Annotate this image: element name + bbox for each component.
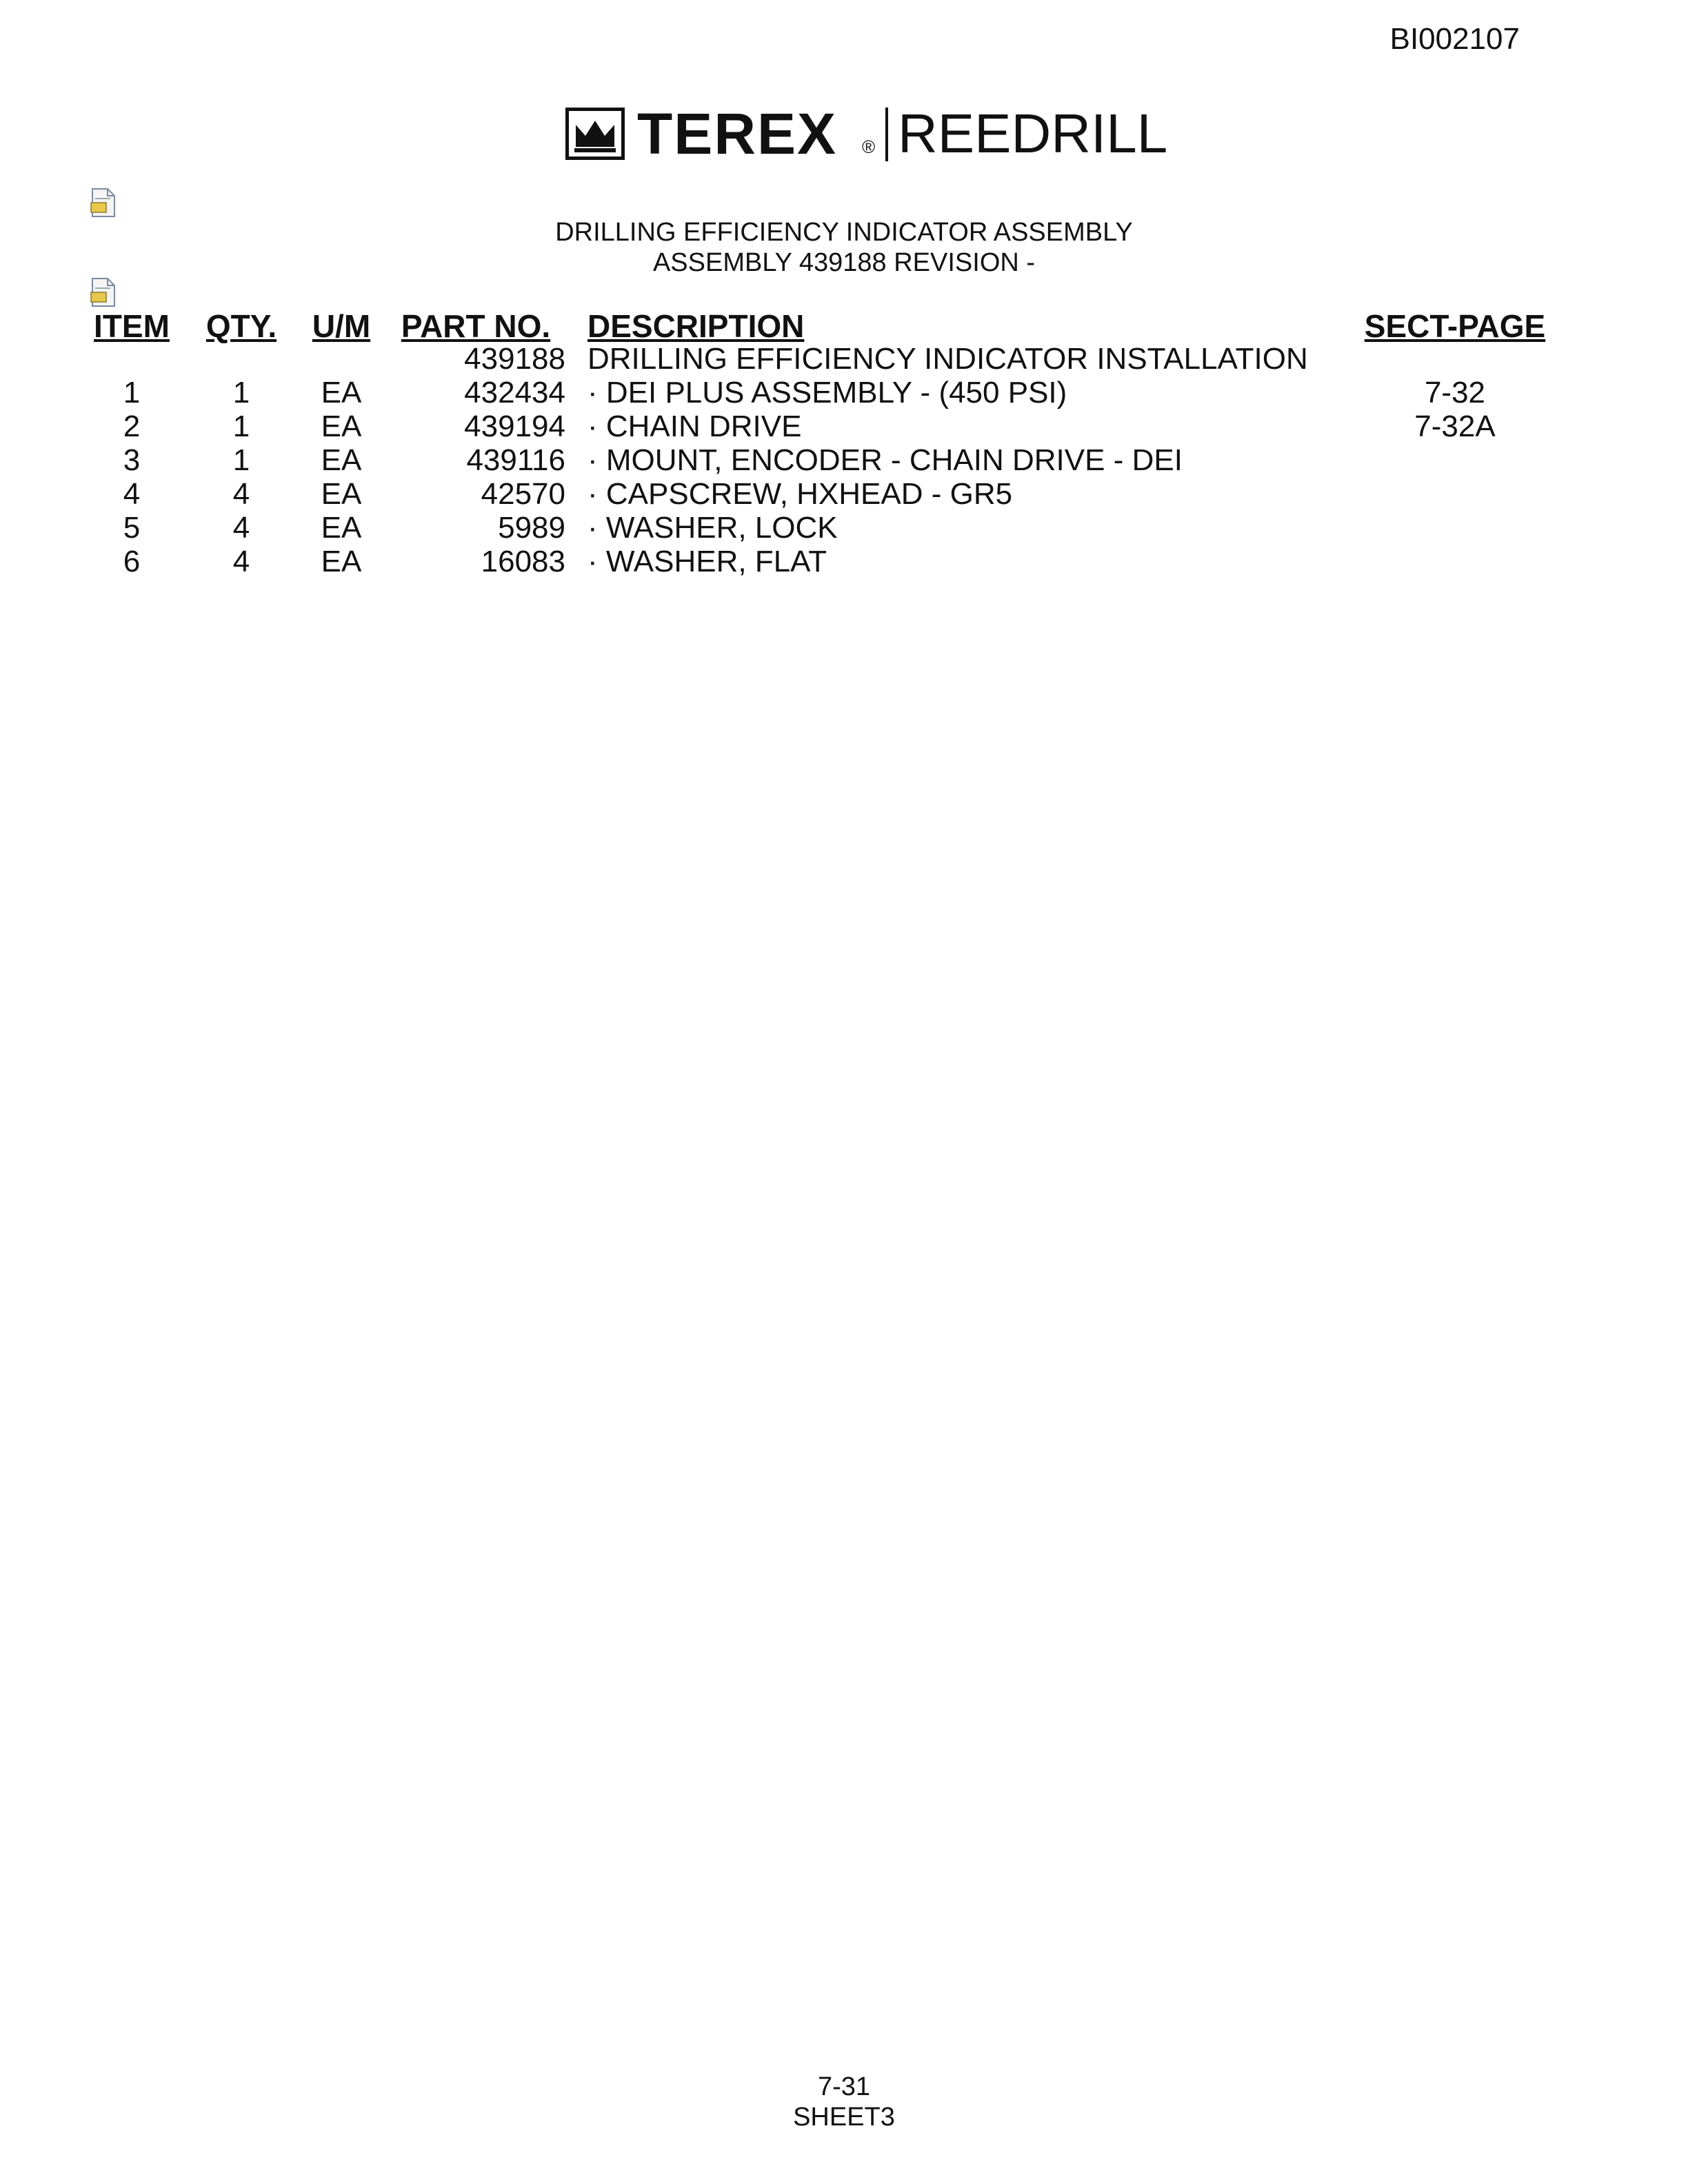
logo-brand: TEREX xyxy=(637,101,838,166)
column-header-um: U/M xyxy=(312,308,371,344)
qty-cell: 4 xyxy=(232,545,250,578)
um-cell: EA xyxy=(321,477,362,511)
description-cell: · WASHER, LOCK xyxy=(587,511,838,545)
document-id: BI002107 xyxy=(1389,22,1520,56)
qty-cell: 4 xyxy=(232,511,250,545)
terex-crown-icon xyxy=(565,108,625,160)
um-cell: EA xyxy=(321,443,362,477)
part-number-cell: 439116 xyxy=(466,443,565,477)
description-cell: · DEI PLUS ASSEMBLY - (450 PSI) xyxy=(587,376,1067,410)
description-cell: DRILLING EFFICIENCY INDICATOR INSTALLATION xyxy=(587,342,1308,376)
description-cell: · CAPSCREW, HXHEAD - GR5 xyxy=(587,477,1013,511)
sect-page-cell: 7-32A xyxy=(1414,410,1496,443)
description-cell: · MOUNT, ENCODER - CHAIN DRIVE - DEI xyxy=(587,443,1183,477)
column-header-description: DESCRIPTION xyxy=(587,308,805,344)
part-number-cell: 439188 xyxy=(464,342,565,376)
column-header-item: ITEM xyxy=(94,308,170,344)
terex-reedrill-logo xyxy=(565,101,1186,166)
qty-cell: 4 xyxy=(232,477,250,511)
qty-cell: 1 xyxy=(232,443,250,477)
document-subtitle: ASSEMBLY 439188 REVISION - xyxy=(652,248,1036,277)
logo-product: REEDRILL xyxy=(898,103,1168,164)
document-title: DRILLING EFFICIENCY INDICATOR ASSEMBLY xyxy=(555,218,1133,247)
column-header-qty: QTY. xyxy=(205,308,277,344)
part-number-cell: 432434 xyxy=(464,376,565,410)
column-header-part-no: PART NO. xyxy=(401,308,551,344)
logo-divider xyxy=(885,108,888,161)
column-header-sect-page: SECT-PAGE xyxy=(1364,308,1546,344)
qty-cell: 1 xyxy=(232,410,250,443)
um-cell: EA xyxy=(321,545,362,578)
logo-registered-mark: ® xyxy=(862,136,876,157)
item-cell: 1 xyxy=(123,376,141,410)
description-cell: · CHAIN DRIVE xyxy=(587,410,802,443)
item-cell: 3 xyxy=(123,443,141,477)
part-number-cell: 16083 xyxy=(481,545,565,578)
part-number-cell: 5989 xyxy=(498,511,565,545)
item-cell: 6 xyxy=(123,545,141,578)
item-cell: 2 xyxy=(123,410,141,443)
qty-cell: 1 xyxy=(232,376,250,410)
sect-page-cell: 7-32 xyxy=(1424,376,1486,410)
um-cell: EA xyxy=(321,511,362,545)
page-number: 7-31 xyxy=(817,2072,871,2101)
document-icon[interactable] xyxy=(90,188,117,218)
item-cell: 4 xyxy=(123,477,141,511)
item-cell: 5 xyxy=(123,511,141,545)
document-icon[interactable] xyxy=(90,277,117,307)
um-cell: EA xyxy=(321,410,362,443)
part-number-cell: 439194 xyxy=(464,410,565,443)
part-number-cell: 42570 xyxy=(481,477,565,511)
sheet-label: SHEET3 xyxy=(793,2103,895,2132)
um-cell: EA xyxy=(321,376,362,410)
description-cell: · WASHER, FLAT xyxy=(587,545,827,578)
